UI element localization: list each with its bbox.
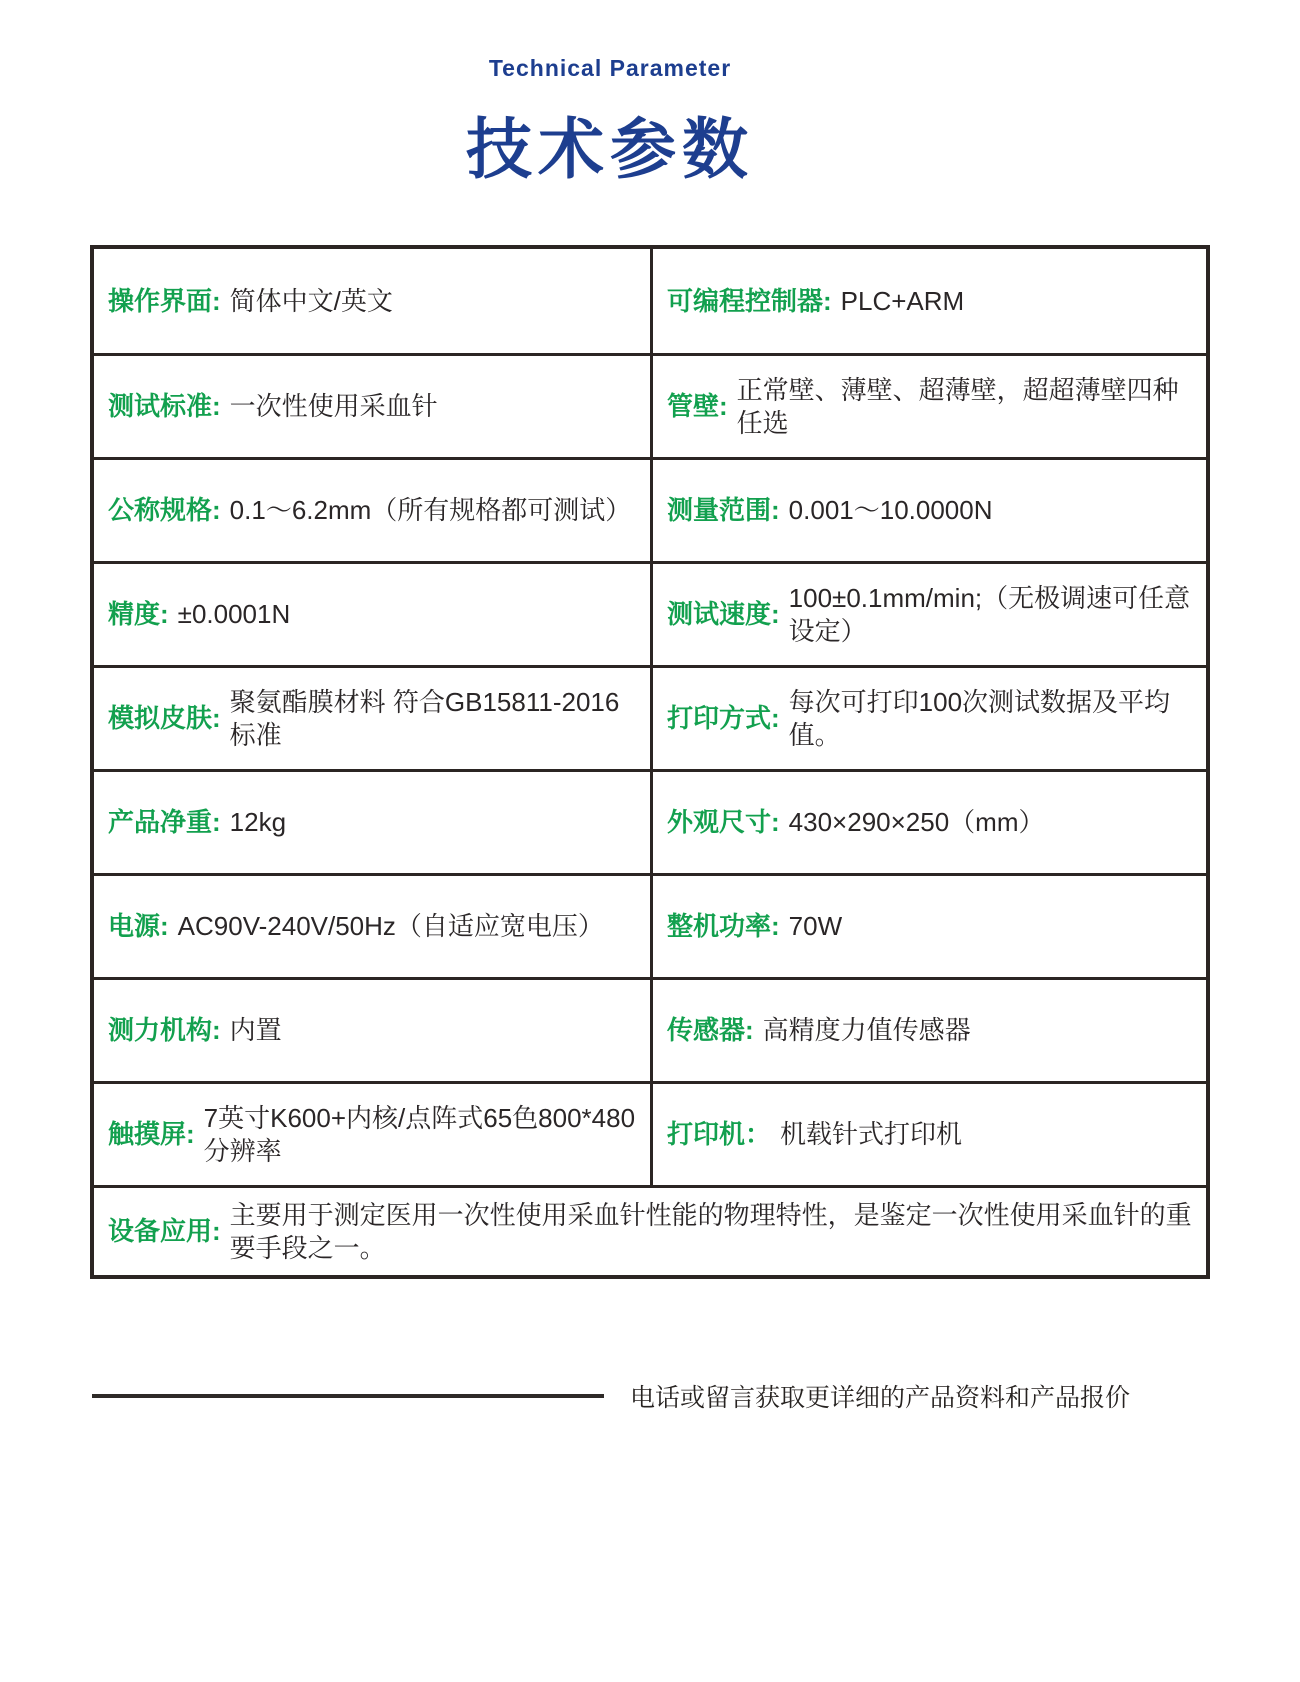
spec-label: 测试标准:: [108, 391, 221, 422]
spec-cell-force-mechanism: [94, 980, 650, 1081]
spec-label: 打印方式:: [667, 703, 780, 734]
spec-cell-controller: [650, 249, 1206, 353]
spec-label: 精度:: [108, 599, 169, 630]
spec-label: 触摸屏:: [108, 1119, 195, 1150]
spec-label: 测力机构:: [108, 1015, 221, 1046]
spec-cell-print-mode: [650, 668, 1206, 769]
spec-value: 高精度力值传感器: [762, 1015, 971, 1046]
subtitle-en: Technical Parameter: [488, 55, 732, 81]
horizontal-rule: [92, 1394, 604, 1398]
spec-table: [90, 245, 1210, 1279]
spec-label: 测量范围:: [667, 495, 780, 526]
spec-cell-dimensions: [650, 772, 1206, 873]
spec-value: 简体中文/英文: [229, 285, 393, 316]
spec-label: 操作界面:: [108, 285, 221, 316]
spec-cell-net-weight: [94, 772, 650, 873]
spec-value: 100±0.1mm/min;（无极调速可任意设定）: [788, 583, 1191, 646]
spec-label: 传感器:: [667, 1015, 754, 1046]
spec-row: [94, 665, 1206, 769]
spec-cell-application: [94, 1188, 1206, 1275]
spec-value: 7英寸K600+内核/点阵式65色800*480分辨率: [203, 1103, 636, 1166]
spec-label: 可编程控制器:: [667, 285, 832, 316]
spec-value: ±0.0001N: [177, 599, 291, 630]
spec-row: [94, 769, 1206, 873]
spec-value: 主要用于测定医用一次性使用采血针性能的物理特性，是鉴定一次性使用采血针的重要手段之一。: [229, 1200, 1192, 1263]
spec-cell-test-speed: [650, 564, 1206, 665]
spec-label: 打印机：: [667, 1119, 772, 1150]
spec-label: 外观尺寸:: [667, 807, 780, 838]
spec-value: PLC+ARM: [840, 285, 965, 316]
spec-row: [94, 249, 1206, 353]
spec-cell-tube-wall: [650, 356, 1206, 457]
spec-row: [94, 1081, 1206, 1185]
spec-cell-test-standard: [94, 356, 650, 457]
spec-cell-power-rating: [650, 876, 1206, 977]
spec-cell-measure-range: [650, 460, 1206, 561]
spec-label: 管壁:: [667, 391, 728, 422]
page-header: [0, 55, 1220, 191]
spec-value: 聚氨酯膜材料 符合GB15811-2016标准: [229, 687, 620, 750]
spec-value: 每次可打印100次测试数据及平均值。: [788, 687, 1171, 750]
spec-cell-accuracy: [94, 564, 650, 665]
spec-row: [94, 353, 1206, 457]
spec-cell-operation-interface: [94, 249, 650, 353]
spec-cell-touch-screen: [94, 1084, 650, 1185]
footer-note-text: 电话或留言获取更详细的产品资料和产品报价: [629, 1384, 1130, 1412]
spec-row: [94, 457, 1206, 561]
spec-value: 机载针式打印机: [780, 1119, 963, 1150]
spec-value: 内置: [229, 1015, 282, 1046]
spec-row: [94, 561, 1206, 665]
spec-value: AC90V-240V/50Hz（自适应宽电压）: [177, 911, 604, 942]
spec-cell-sensor: [650, 980, 1206, 1081]
spec-row: [94, 873, 1206, 977]
spec-value: 一次性使用采血针: [229, 391, 438, 422]
spec-cell-nominal-size: [94, 460, 650, 561]
spec-value: 0.001～10.0000N: [788, 495, 993, 526]
spec-cell-simulated-skin: [94, 668, 650, 769]
spec-value: 70W: [788, 911, 843, 942]
spec-value: 430×290×250（mm）: [788, 807, 1045, 838]
page-title: 技术参数: [466, 112, 754, 186]
spec-value: 正常壁、薄壁、超薄壁，超超薄壁四种任选: [736, 375, 1179, 438]
spec-cell-printer: [650, 1084, 1206, 1185]
spec-cell-power-supply: [94, 876, 650, 977]
spec-value: 12kg: [229, 807, 287, 838]
spec-row: [94, 977, 1206, 1081]
spec-label: 公称规格:: [108, 495, 221, 526]
spec-label: 电源:: [108, 911, 169, 942]
spec-label: 模拟皮肤:: [108, 703, 221, 734]
spec-row-application: [94, 1185, 1206, 1275]
spec-value: 0.1～6.2mm（所有规格都可测试）: [229, 495, 632, 526]
spec-label: 设备应用:: [108, 1216, 221, 1247]
footer-note: [92, 1378, 1130, 1414]
spec-label: 产品净重:: [108, 807, 221, 838]
spec-label: 整机功率:: [667, 911, 780, 942]
spec-label: 测试速度:: [667, 599, 780, 630]
